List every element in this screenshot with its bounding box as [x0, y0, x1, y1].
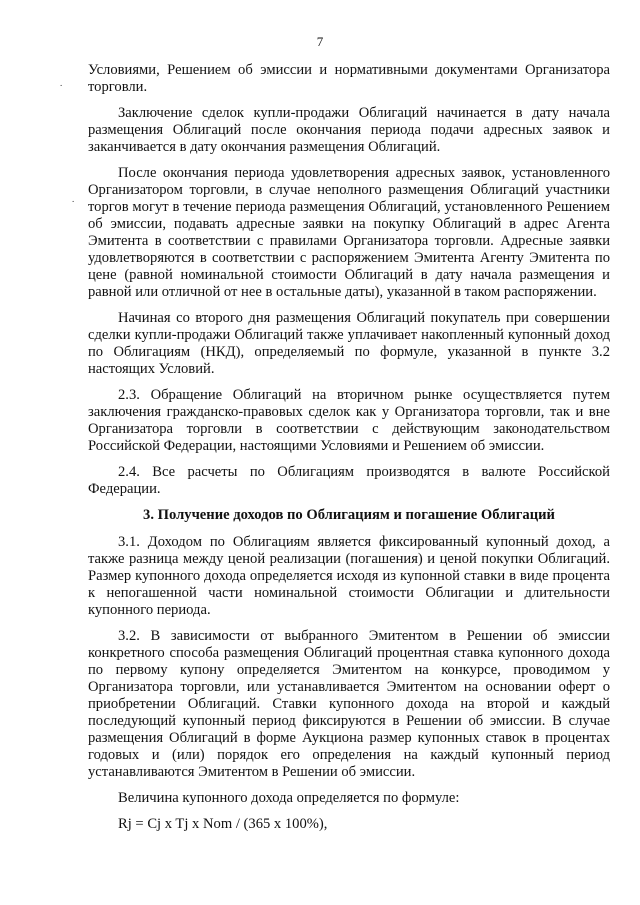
scan-mark: . — [72, 194, 75, 204]
paragraph-3-2-coupon-rate: 3.2. В зависимости от выбранного Эмитентом в Решении об эмиссии конкретного способа размещения Облигаций процентная ставка купонного дохода по первому купону определяется Эмитентом на конкурсе, проводимом у Организатора торговли, или устанавливается Эмитентом на основании оферт о приобретении Облигаций. Ставки купонного дохода на второй и каждый последующий купонный период фиксируются в Решении об эмиссии. В случае размещения Облигаций в форме Аукциона размер купонных ставок в процентах годовых и (или) порядок его определения на каждый купонный период устанавливаются Эмитентом в Решении об эмиссии. — [88, 628, 610, 780]
coupon-formula: Rj = Cj x Tj x Nom / (365 x 100%), — [118, 816, 328, 832]
document-body — [88, 62, 610, 833]
paragraph-continuation: Условиями, Решением об эмиссии и нормативными документами Организатора торговли. — [88, 62, 610, 95]
section-heading-3: 3. Получение доходов по Облигациям и погашение Облигаций — [143, 507, 555, 523]
paragraph-3-1-income: 3.1. Доходом по Облигациям является фиксированный купонный доход, а также разница между ценой реализации (погашения) и ценой покупки Облигаций. Размер купонного дохода определяется исходя из купонной ставки в виде процента к непогашенной части номинальной стоимости Облигации и длительности купонного периода. — [88, 534, 610, 618]
page-number: 7 — [316, 34, 324, 49]
paragraph-2-3-secondary-market: 2.3. Обращение Облигаций на вторичном рынке осуществляется путем заключения гражданско-правовых сделок как у Организатора торговли, так и вне Организатора торговли в соответствии с действующим законодательством Российской Федерации, настоящими Условиями и Решением об эмиссии. — [88, 387, 610, 454]
scan-mark: . — [60, 78, 63, 88]
paragraph-formula-intro: Величина купонного дохода определяется по формуле: — [118, 790, 460, 806]
paragraph-2-4-settlement-currency: 2.4. Все расчеты по Облигациям производятся в валюте Российской Федерации. — [88, 464, 610, 497]
paragraph-trade-start: Заключение сделок купли-продажи Облигаций начинается в дату начала размещения Облигаций после окончания периода подачи адресных заявок и заканчивается в дату окончания размещения Облигаций. — [88, 105, 610, 155]
paragraph-address-orders: После окончания периода удовлетворения адресных заявок, установленного Организатором торговли, в случае неполного размещения Облигаций участники торгов могут в течение периода размещения Облигаций, установленного Решением об эмиссии, подавать адресные заявки на покупку Облигаций в адрес Агента Эмитента в соответствии с правилами Организатора торговли. Адресные заявки удовлетворяются в соответствии с распоряжением Эмитента Агенту Эмитента по цене (равной номинальной стоимости Облигаций в дату начала размещения и равной или отличной от нее в остальные даты), указанной в таком распоряжении. — [88, 165, 610, 300]
paragraph-accrued-coupon: Начиная со второго дня размещения Облигаций покупатель при совершении сделки купли-продажи Облигаций также уплачивает накопленный купонный доход по Облигациям (НКД), определяемый по формуле, указанной в пункте 3.2 настоящих Условий. — [88, 310, 610, 377]
